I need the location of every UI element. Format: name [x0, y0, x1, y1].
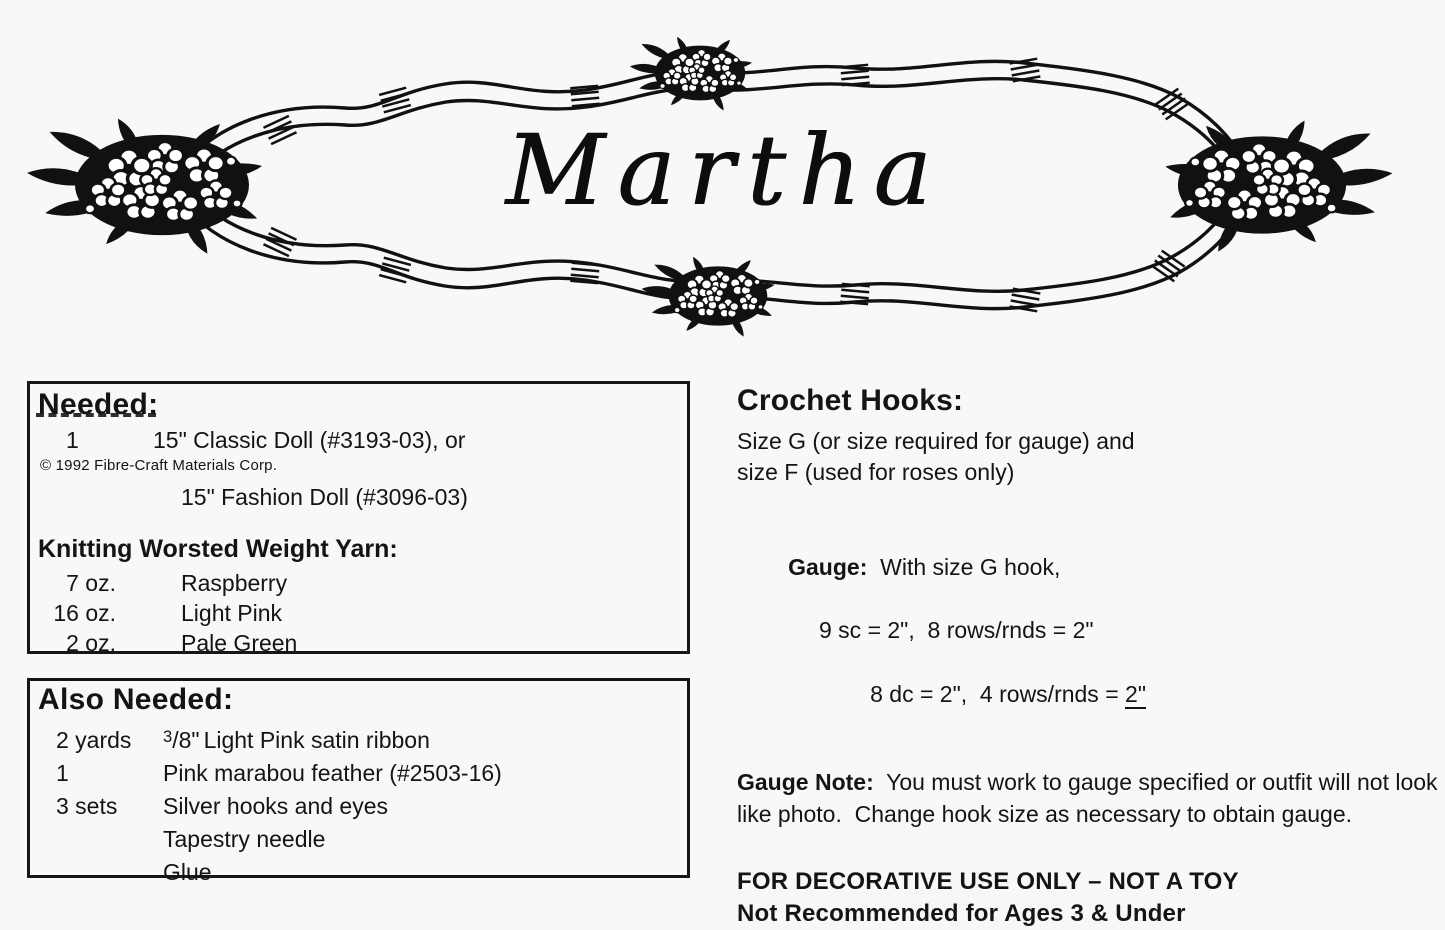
warning-line-2: Not Recommended for Ages 3 & Under: [737, 900, 1186, 927]
needed-heading: Needed:: [38, 388, 159, 421]
yarn-row: [38, 568, 677, 598]
gauge-line-1: 9 sc = 2", 8 rows/rnds = 2": [819, 617, 1094, 643]
yarn-list: [38, 568, 677, 658]
also-needed-heading: Also Needed:: [38, 683, 234, 716]
also-row: [38, 720, 677, 757]
yarn-qty: 7 oz.: [66, 570, 116, 596]
gauge-label: Gauge:: [788, 554, 868, 580]
gauge-line-2: 8 dc = 2", 4 rows/rnds = 2": [870, 681, 1146, 707]
yarn-color: Pale Green: [181, 630, 298, 656]
yarn-row: [38, 628, 677, 658]
doll-item-2: 15" Fashion Doll (#3096-03): [181, 484, 468, 510]
hook-size-line-1: Size G (or size required for gauge) and: [737, 428, 1135, 454]
also-qty: 2 yards: [56, 727, 132, 753]
yarn-color: Light Pink: [181, 600, 283, 626]
underlined-gauge-value: 2": [1125, 681, 1146, 707]
yarn-qty: 2 oz.: [66, 630, 116, 656]
crochet-hooks-heading: Crochet Hooks:: [737, 384, 964, 417]
doll-row: [38, 425, 677, 455]
fraction: $^3$/8": [163, 727, 200, 753]
also-qty: 1: [56, 760, 69, 786]
also-qty: 3 sets: [56, 793, 118, 819]
needed-box: [27, 381, 690, 654]
warnings: [737, 866, 1439, 930]
also-item: Silver hooks and eyes: [163, 793, 389, 819]
hook-size-line-2: size F (used for roses only): [737, 459, 1015, 485]
flower-cluster-top: [630, 36, 753, 112]
yarn-qty: 16 oz.: [53, 600, 116, 626]
crochet-section: [737, 383, 1444, 930]
yarn-row: [38, 598, 677, 628]
also-row: [38, 757, 677, 790]
gauge-intro-line: Gauge: With size G hook,: [788, 554, 1061, 580]
copyright-note: © 1992 Fibre-Craft Materials Corp.: [40, 457, 278, 474]
doll-item-1: 15" Classic Doll (#3193-03), or: [153, 427, 466, 453]
ribbon-banner: [50, 18, 1400, 333]
also-row: [38, 790, 677, 823]
also-item: $^3$/8" Light Pink satin ribbon: [163, 727, 430, 753]
gauge-note-label: Gauge Note:: [737, 769, 874, 795]
yarn-color: Raspberry: [181, 570, 288, 596]
also-needed-list: [38, 720, 677, 889]
also-item: Pink marabou feather (#2503-16): [163, 760, 502, 786]
also-item: Tapestry needle: [163, 826, 326, 852]
doll-qty: 1: [66, 427, 79, 453]
warning-line-1: FOR DECORATIVE USE ONLY – NOT A TOY: [737, 868, 1239, 895]
page-title: Martha: [505, 114, 945, 227]
yarn-heading: Knitting Worsted Weight Yarn:: [38, 535, 398, 563]
also-row: [38, 823, 677, 856]
also-item: Glue: [163, 859, 212, 885]
gauge-note: Gauge Note: You must work to gauge specified or outfit will not look like photo. Change hook size as necessary to obtain gauge.: [737, 769, 1444, 827]
also-needed-box: [27, 678, 690, 885]
also-row: [38, 856, 677, 889]
gauge-block: [737, 521, 1439, 742]
